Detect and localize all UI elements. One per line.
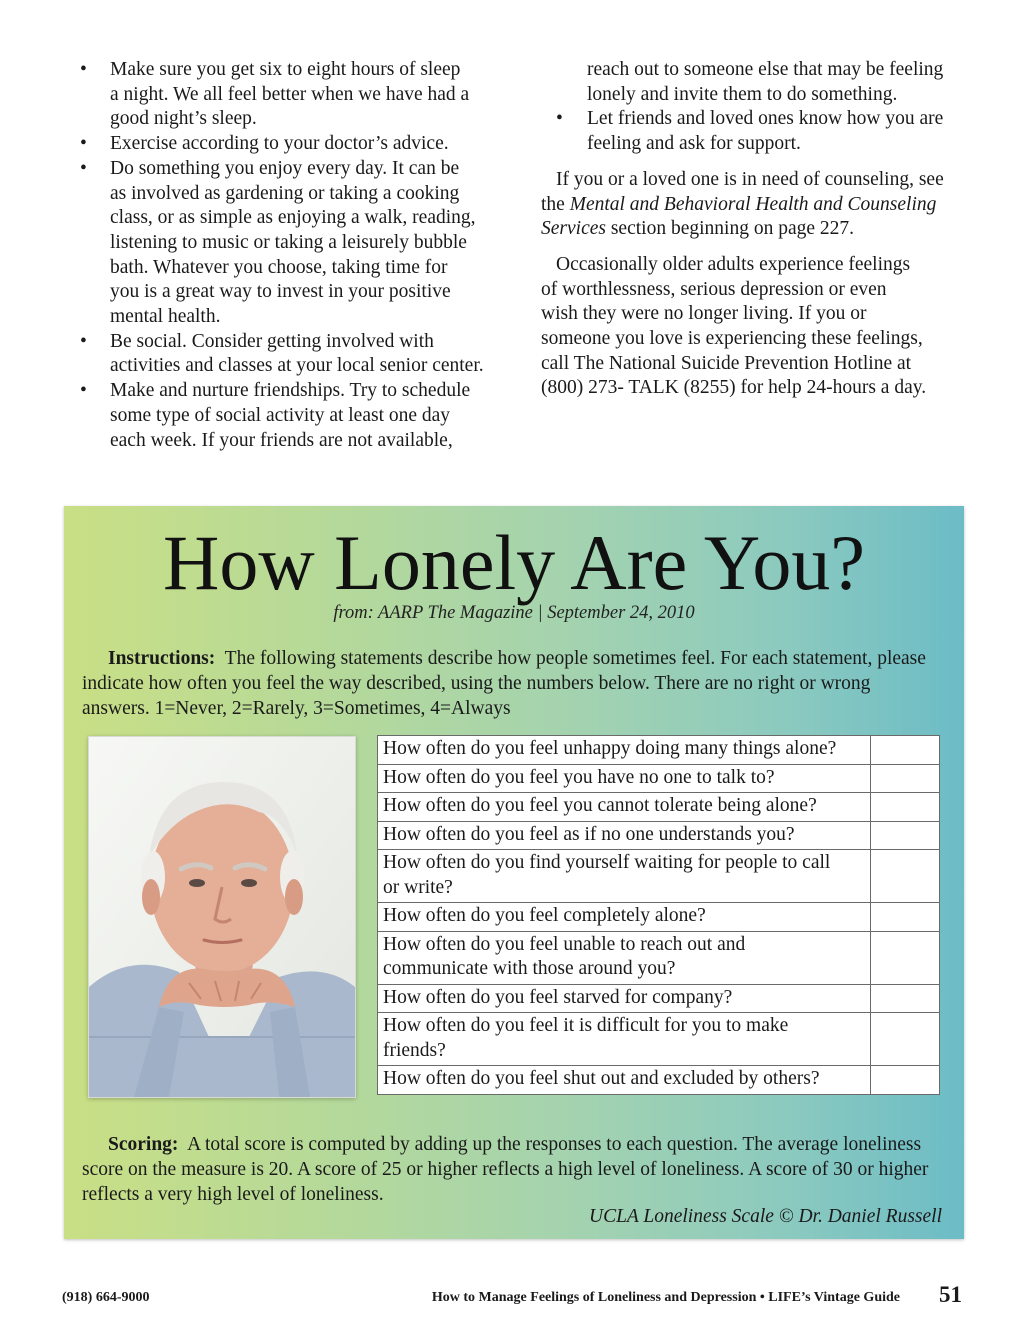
portrait-illustration (89, 737, 355, 1097)
list-item-continued: reach out to someone else that may be feeling lonely and invite them to do something. (587, 59, 944, 105)
quiz-title: How Lonely Are You? (163, 519, 865, 606)
table-row (378, 821, 940, 850)
table-row (378, 984, 940, 1013)
question-cell: How often do you find yourself waiting for people to call or write? (378, 850, 871, 903)
question-cell: How often do you feel shut out and excluded by others? (378, 1066, 871, 1095)
answer-cell[interactable] (871, 984, 940, 1013)
footer-guide-title: How to Manage Feelings of Loneliness and Depression • LIFE’s Vintage Guide (431, 1290, 900, 1305)
table-row (378, 1066, 940, 1095)
elderly-man-photo (88, 736, 356, 1098)
list-item: • Make and nurture friendships. Try to schedule some type of social activity at least one day each week. If your friends are not available, (80, 379, 500, 453)
tips-list-continued (541, 58, 961, 157)
table-row (378, 931, 940, 984)
list-item: • Do something you enjoy every day. It can be as involved as gardening or taking a cooking class, or as simple as enjoying a walk, reading, listening to music or taking a leisurely bubble bath. Whatever you choose, taking time for you is a great way to invest in your positive mental health. (80, 157, 500, 330)
question-cell: How often do you feel it is difficult for you to make friends? (378, 1013, 871, 1066)
answer-cell[interactable] (871, 736, 940, 765)
list-item: • Exercise according to your doctor’s advice. (80, 132, 500, 157)
answer-cell[interactable] (871, 821, 940, 850)
table-row (378, 793, 940, 822)
question-cell: How often do you feel as if no one understands you? (378, 821, 871, 850)
answer-cell[interactable] (871, 850, 940, 903)
answer-cell[interactable] (871, 793, 940, 822)
question-cell: How often do you feel starved for company? (378, 984, 871, 1013)
quiz-scoring: Scoring: A total score is computed by adding up the responses to each question. The average loneliness score on the measure is 20. A score of 25 or higher reflects a high level of loneliness. A score of 30 or higher reflects a very high level of loneliness. (82, 1134, 929, 1205)
tips-list (80, 58, 500, 453)
answer-cell[interactable] (871, 1066, 940, 1095)
list-item: • Make sure you get six to eight hours of sleep a night. We all feel better when we have had a good night’s sleep. (80, 58, 500, 132)
table-row (378, 903, 940, 932)
table-row (378, 764, 940, 793)
answer-cell[interactable] (871, 903, 940, 932)
left-column (80, 58, 500, 453)
answer-cell[interactable] (871, 764, 940, 793)
question-cell: How often do you feel unhappy doing many things alone? (378, 736, 871, 765)
quiz-source: from: AARP The Magazine | September 24, 2010 (333, 603, 695, 623)
list-item: • Be social. Consider getting involved with activities and classes at your local senior center. (80, 330, 500, 379)
question-cell: How often do you feel unable to reach out and communicate with those around you? (378, 931, 871, 984)
question-cell: How often do you feel completely alone? (378, 903, 871, 932)
table-row (378, 1013, 940, 1066)
questions-table (377, 735, 940, 1095)
answer-cell[interactable] (871, 931, 940, 984)
quiz-instructions: Instructions: The following statements describe how people sometimes feel. For each statement, please indicate how often you feel the way described, using the numbers below. There are no right or wrong answers. 1=Never, 2=Rarely, 3=Sometimes, 4=Always (82, 648, 926, 719)
counseling-paragraph: If you or a loved one is in need of counseling, see the Mental and Behavioral Health and Counseling Services section beginning on page 227. (541, 168, 944, 240)
question-cell: How often do you feel you cannot tolerate being alone? (378, 793, 871, 822)
table-row (378, 736, 940, 765)
scale-credit: UCLA Loneliness Scale © Dr. Daniel Russell (589, 1206, 942, 1227)
table-row (378, 850, 940, 903)
answer-cell[interactable] (871, 1013, 940, 1066)
right-column (541, 58, 961, 401)
question-cell: How often do you feel you have no one to talk to? (378, 764, 871, 793)
list-item: • Let friends and loved ones know how you are feeling and ask for support. (541, 107, 961, 156)
loneliness-quiz-panel (64, 506, 964, 1239)
hotline-paragraph: Occasionally older adults experience feelings of worthlessness, serious depression or even wish they were no longer living. If you or someone you love is experiencing these feelings, call The National Suicide Prevention Hotline at (800) 273- TALK (8255) for help 24-hours a day. (541, 253, 927, 399)
footer-phone: (918) 664-9000 (62, 1290, 150, 1305)
page-number: 51 (939, 1282, 962, 1307)
